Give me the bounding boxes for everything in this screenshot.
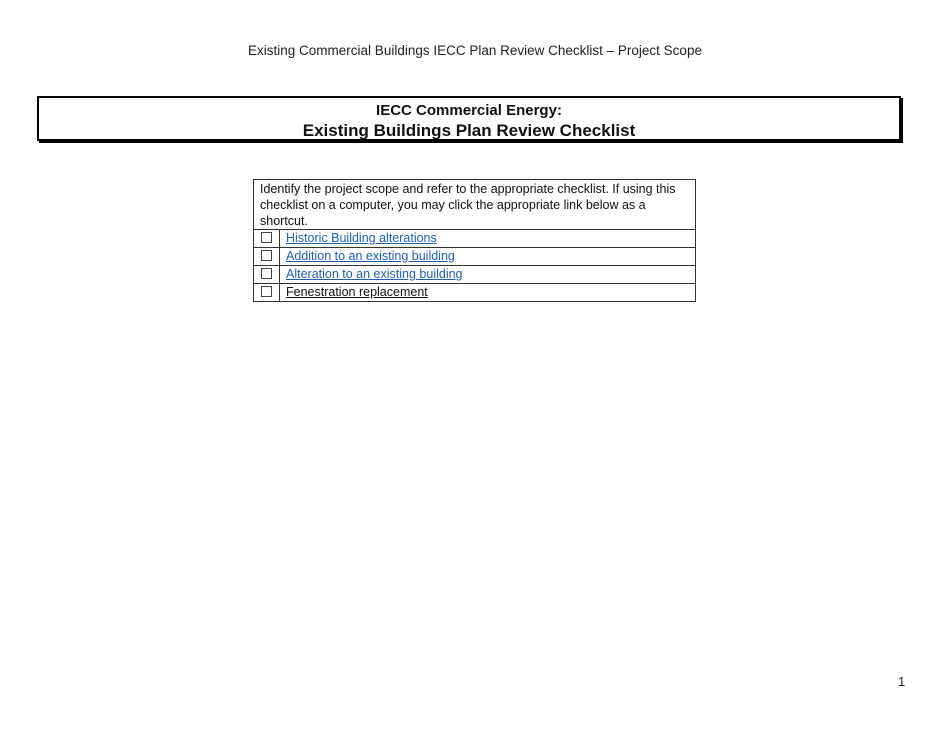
checkbox-cell xyxy=(254,266,280,284)
checkbox-cell xyxy=(254,248,280,266)
checkbox-cell xyxy=(254,230,280,248)
table-row xyxy=(254,266,696,284)
title-box xyxy=(37,96,901,141)
intro-text: Identify the project scope and refer to the appropriate checklist. If using this checklist on a computer, you may click the appropriate link below as a shortcut. xyxy=(254,180,696,230)
label-cell xyxy=(280,230,696,248)
link-alteration-to-existing-building[interactable]: Alteration to an existing building xyxy=(286,267,463,281)
checkbox-fenestration[interactable] xyxy=(261,286,272,297)
page-number: 1 xyxy=(898,674,906,689)
link-addition-to-existing-building[interactable]: Addition to an existing building xyxy=(286,249,455,263)
link-historic-building-alterations[interactable]: Historic Building alterations xyxy=(286,231,437,245)
label-cell xyxy=(280,284,696,302)
label-cell xyxy=(280,266,696,284)
label-cell xyxy=(280,248,696,266)
checkbox-historic[interactable] xyxy=(261,232,272,243)
title-line-2: Existing Buildings Plan Review Checklist xyxy=(302,121,636,140)
table-row xyxy=(254,230,696,248)
link-fenestration-replacement[interactable]: Fenestration replacement xyxy=(286,285,428,299)
checkbox-cell xyxy=(254,284,280,302)
table-row xyxy=(254,284,696,302)
title-line-1: IECC Commercial Energy: xyxy=(376,102,562,119)
running-header: Existing Commercial Buildings IECC Plan Review Checklist – Project Scope xyxy=(248,43,702,58)
intro-row xyxy=(254,180,696,230)
checkbox-addition[interactable] xyxy=(261,250,272,261)
table-row xyxy=(254,248,696,266)
project-scope-table xyxy=(253,179,696,302)
checkbox-alteration[interactable] xyxy=(261,268,272,279)
